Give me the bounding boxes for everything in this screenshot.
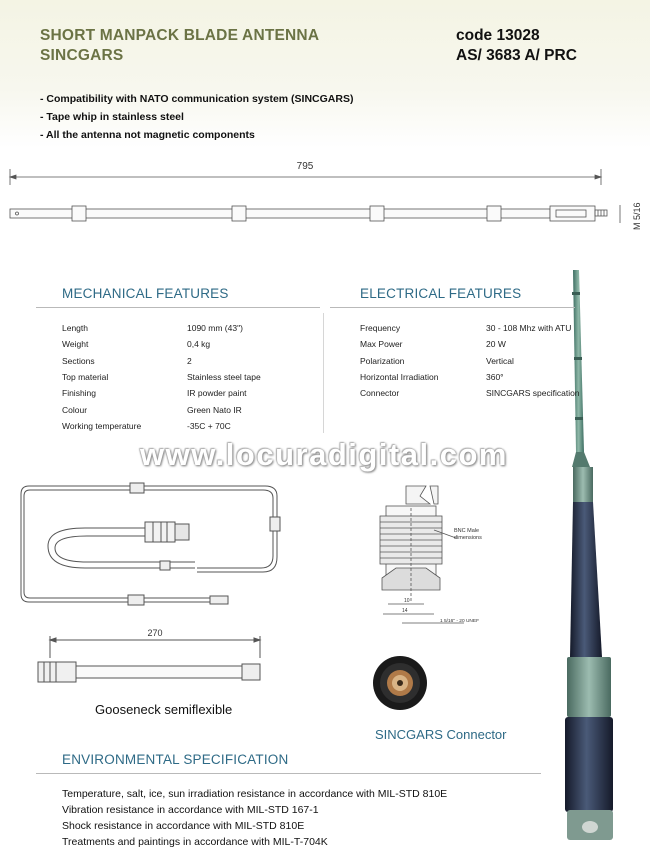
elec-row-label: Connector xyxy=(360,388,400,399)
electrical-features-title: ELECTRICAL FEATURES xyxy=(360,286,522,301)
elec-row-label: Horizontal Irradiation xyxy=(360,371,439,382)
mech-row-label: Colour xyxy=(62,404,88,415)
drawing-thread-label: M 5/16 xyxy=(632,202,642,230)
mech-row-label: Working temperature xyxy=(62,420,142,431)
elec-row-value: Vertical xyxy=(486,355,514,366)
watermark: www.locuradigital.com xyxy=(140,437,508,472)
product-title xyxy=(40,26,319,66)
mech-row-value: -35C + 70C xyxy=(187,420,231,431)
drawing-length-label: 795 xyxy=(296,161,314,172)
connector-callout-line-2: dimensions xyxy=(454,535,482,541)
mechanical-features-title: MECHANICAL FEATURES xyxy=(62,286,229,301)
elec-row-value: 30 - 108 Mhz with ATU xyxy=(486,323,572,333)
mech-row-value: Green Nato IR xyxy=(187,404,242,415)
elec-row-value: 360° xyxy=(486,371,504,382)
product-code-line-2: AS/ 3683 A/ PRC xyxy=(456,47,577,64)
product-title-line-2: SINCGARS xyxy=(40,47,124,64)
gooseneck-dimension-label: 270 xyxy=(147,628,163,638)
connector-caption: SINCGARS Connector xyxy=(375,727,507,742)
product-code-line-1: code 13028 xyxy=(456,27,540,44)
folded-antenna-drawing xyxy=(15,482,290,612)
environmental-item: Treatments and paintings in accordance with MIL-T-704K xyxy=(62,836,328,848)
environmental-divider xyxy=(36,773,541,774)
product-title-line-1: SHORT MANPACK BLADE ANTENNA xyxy=(40,27,320,44)
feature-bullets xyxy=(40,90,353,144)
mech-row-label: Sections xyxy=(62,355,95,366)
environmental-item: Temperature, salt, ice, sun irradiation resistance in accordance with MIL-STD 810E xyxy=(62,788,448,800)
mech-row-label: Finishing xyxy=(62,388,97,399)
column-divider xyxy=(323,313,324,433)
electrical-divider xyxy=(330,307,575,308)
mech-row-value: Stainless steel tape xyxy=(187,371,261,382)
bullet-item: - All the antenna not magnetic components xyxy=(40,129,255,141)
elec-row-label: Polarization xyxy=(360,355,405,366)
gooseneck-caption: Gooseneck semiflexible xyxy=(95,702,233,717)
bullet-item: - Compatibility with NATO communication system (SINCGARS) xyxy=(40,93,354,105)
product-code xyxy=(456,26,577,66)
elec-row-label: Max Power xyxy=(360,339,403,350)
mechanical-divider xyxy=(36,307,320,308)
mech-row-value: 1090 mm (43") xyxy=(187,323,243,333)
mech-row-value: 0,4 kg xyxy=(187,339,211,350)
mech-row-label: Length xyxy=(62,323,88,333)
mech-row-value: IR powder paint xyxy=(187,388,247,399)
connector-dim-a: 10 xyxy=(404,598,410,604)
elec-row-value: SINCGARS specification xyxy=(486,388,580,399)
environmental-item: Shock resistance in accordance with MIL-STD 810E xyxy=(62,820,305,832)
connector-section-drawing xyxy=(368,478,520,628)
bullet-item: - Tape whip in stainless steel xyxy=(40,111,184,123)
environmental-list xyxy=(62,786,447,850)
environmental-item: Vibration resistance in accordance with MIL-STD 167-1 xyxy=(62,804,319,816)
environmental-title: ENVIRONMENTAL SPECIFICATION xyxy=(62,752,289,767)
mech-row-label: Top material xyxy=(62,371,109,382)
connector-dim-b: 14 xyxy=(402,608,408,614)
mech-row-value: 2 xyxy=(187,355,192,366)
connector-thread-label: 1 5/16" - 20 UNEF xyxy=(440,619,480,624)
connector-photo xyxy=(372,655,428,711)
elec-row-value: 20 W xyxy=(486,339,506,350)
elec-row-label: Frequency xyxy=(360,323,401,333)
electrical-table xyxy=(360,321,582,403)
mech-row-label: Weight xyxy=(62,339,89,350)
mechanical-table xyxy=(62,321,322,436)
antenna-dimension-drawing xyxy=(0,155,650,240)
gooseneck-drawing xyxy=(30,628,275,693)
connector-callout-line-1: BNC Male xyxy=(454,528,480,534)
